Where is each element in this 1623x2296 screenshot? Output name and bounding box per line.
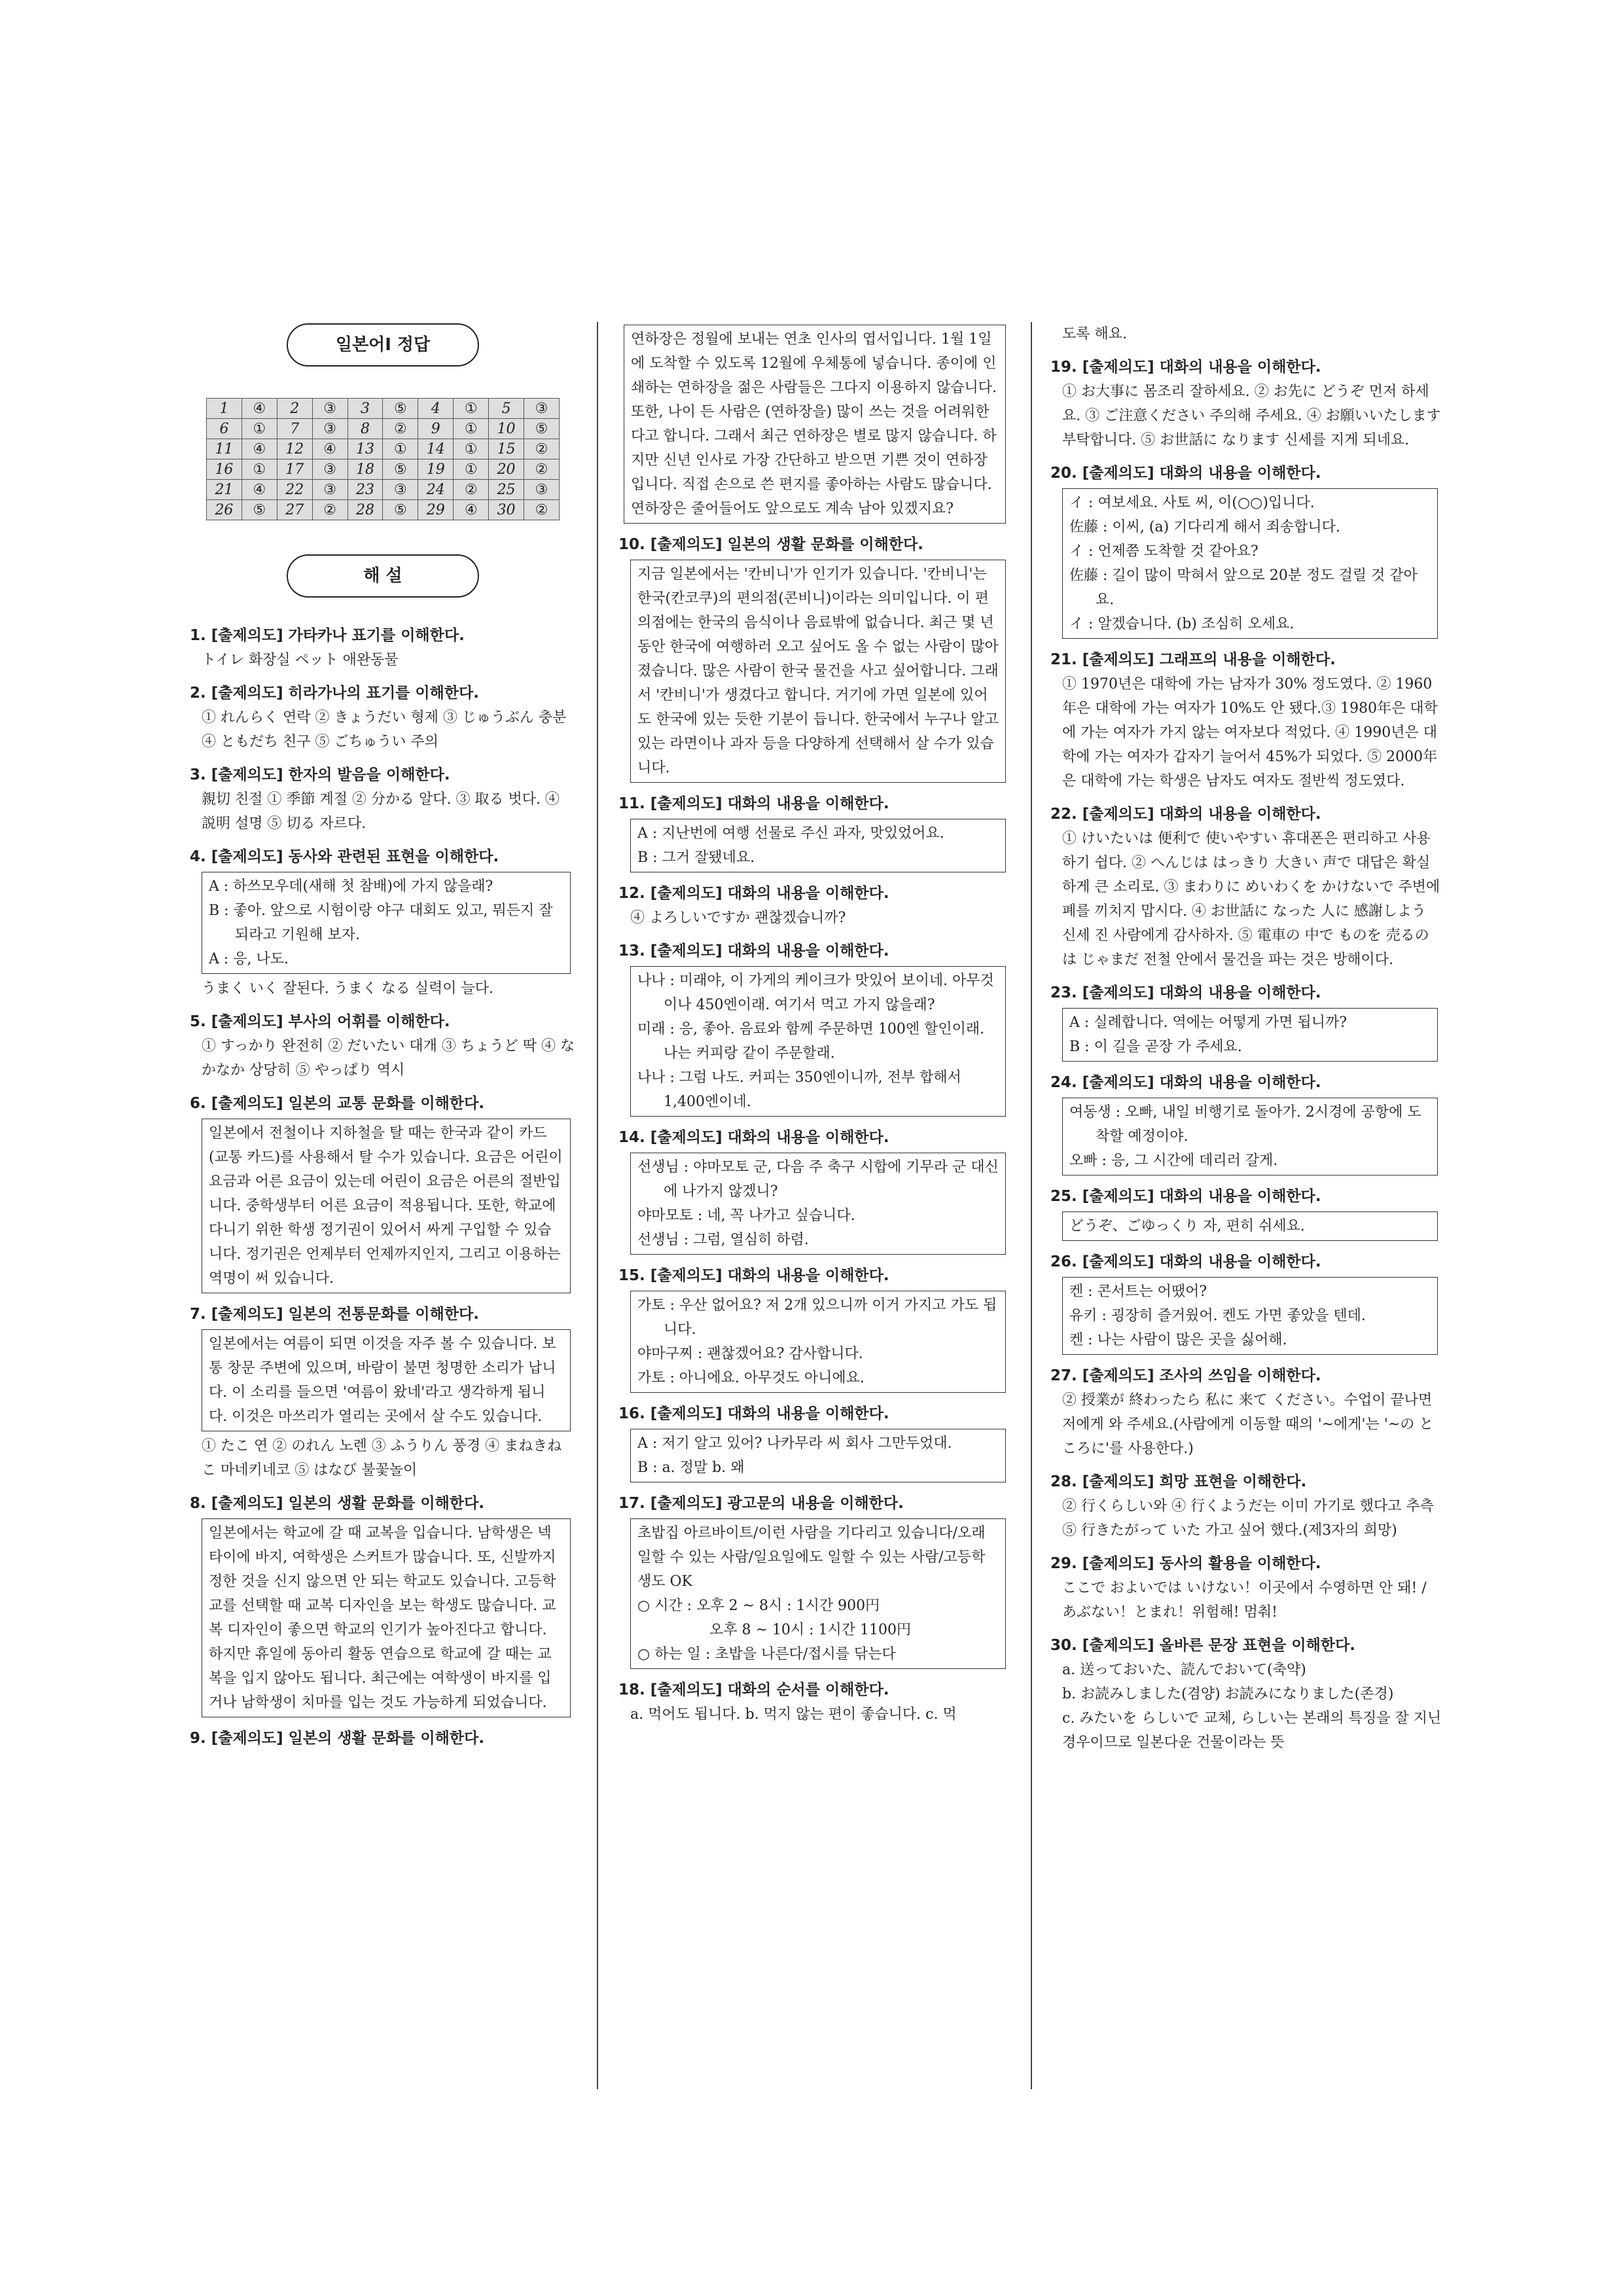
answer-table [206, 398, 560, 520]
example-box [630, 1153, 1006, 1255]
question-number: 19 [418, 459, 454, 480]
box-line: 일본에서 전철이나 지하철을 탈 때는 한국과 같이 카드(교통 카드)를 사용해서 탈 수가 있습니다. 요금은 어린이 요금과 어른 요금이 있는데 어린이 요금은 어른의 절반입니다. 중학생부터 어른 요금이 적용됩니다. 또한, 학교에 다니기 위한 학생 정기권이 있어서 싸게 구입할 수 있습니다. 정기권은 언제부터 언제까지인지, 그리고 이용하는 역명이 써 있습니다. [209, 1125, 567, 1287]
question-heading: 28. [출제의도] 희망 표현을 이해한다. [1050, 1473, 1307, 1490]
question-number: 8 [348, 419, 383, 439]
question-block [618, 1678, 1011, 1727]
question-number: 13 [348, 439, 383, 459]
example-box [630, 819, 1006, 872]
column-divider [1031, 322, 1032, 2089]
question-number: 22 [277, 480, 312, 500]
question-heading: 24. [출제의도] 대화의 내용을 이해한다. [1050, 1074, 1321, 1091]
question-number: 25 [489, 480, 524, 500]
question-block [190, 845, 576, 1001]
box-line: 나나 : 그럼 나도. 커피는 350엔이니까, 전부 합해서 1,400엔이네. [637, 1069, 966, 1110]
question-number: 23 [348, 480, 383, 500]
answer-value: ⑤ [241, 500, 277, 520]
question-number: 27 [277, 500, 312, 520]
example-box [624, 325, 1006, 524]
box-line: A : 응, 나도. [209, 951, 289, 967]
question-number: 15 [489, 439, 524, 459]
answer-value: ① [454, 439, 489, 459]
question-number: 24 [418, 480, 454, 500]
question-number: 30 [489, 500, 524, 520]
question-number: 26 [207, 500, 242, 520]
question-number: 17 [277, 459, 312, 480]
box-line: 야마모토 : 네, 꼭 나가고 싶습니다. [637, 1208, 855, 1224]
question-block [618, 325, 1011, 524]
question-heading: 17. [출제의도] 광고문의 내용을 이해한다. [618, 1495, 904, 1512]
box-line: イ : 여보세요. 사토 씨, 이(○○)입니다. [1069, 495, 1315, 511]
example-box [1062, 1098, 1438, 1175]
question-block [190, 1302, 576, 1482]
answer-value: ④ [241, 399, 277, 419]
question-heading: 16. [출제의도] 대화의 내용을 이해한다. [618, 1405, 889, 1422]
answer-value: ② [524, 500, 560, 520]
question-block [190, 1010, 576, 1083]
answer-value: ② [454, 480, 489, 500]
question-block [1050, 1634, 1443, 1755]
question-number: 4 [418, 399, 454, 419]
box-line: ○ 하는 일 : 초밥을 나른다/접시를 닦는다 [637, 1646, 896, 1662]
explanation-text: ② 行くらしい와 ④ 行くようだ는 이미 가기로 했다고 추측 ⑤ 行きたがって いた 가고 싶어 했다.(제3자의 희망) [1062, 1498, 1434, 1539]
question-number: 9 [418, 419, 454, 439]
explanation-text: a. 送っておいた、読んでおいて(축약) [1062, 1662, 1306, 1678]
question-heading: 5. [출제의도] 부사의 어휘를 이해한다. [190, 1013, 450, 1030]
question-number: 10 [489, 419, 524, 439]
example-box [630, 1291, 1006, 1393]
answer-title: 일본어Ⅰ 정답 [287, 323, 479, 367]
question-heading: 6. [출제의도] 일본의 교통 문화를 이해한다. [190, 1095, 485, 1112]
answer-value: ② [312, 500, 348, 520]
question-heading: 25. [출제의도] 대화의 내용을 이해한다. [1050, 1188, 1321, 1205]
question-block [618, 533, 1011, 783]
explanation-text: ① 1970년은 대학에 가는 남자가 30% 정도였다. ② 1960年은 대학에 가는 여자가 10%도 안 됐다.③ 1980年은 대학에 가는 여자가 가지 않는 여자보다 적었다. ④ 1990년은 대학에 가는 여자가 갑자기 늘어서 45%가 되었다. ⑤ 2000年은 대학에 가는 학생은 남자도 여자도 절반씩 정도였다. [1062, 676, 1438, 789]
answer-value: ③ [383, 480, 418, 500]
box-line: 켄 : 콘서트는 어땠어? [1069, 1283, 1207, 1300]
question-block [190, 1092, 576, 1293]
question-heading: 23. [출제의도] 대화의 내용을 이해한다. [1050, 984, 1321, 1001]
question-block [1050, 1364, 1443, 1461]
answer-row [207, 500, 560, 520]
question-block [1050, 1470, 1443, 1543]
example-box [202, 872, 571, 974]
box-line: 나나 : 미래야, 이 가게의 케이크가 맛있어 보이네. 아무것이나 450엔이래. 여기서 먹고 가지 않을래? [637, 973, 994, 1013]
question-block [1050, 1250, 1443, 1355]
question-number: 1 [207, 399, 242, 419]
answer-value: ④ [312, 439, 348, 459]
box-line: 초밥집 아르바이트/이런 사람을 기다리고 있습니다/오래 일할 수 있는 사람/일요일에도 일할 수 있는 사람/고등학생도 OK [637, 1525, 990, 1590]
explanations-middle [618, 325, 1011, 1727]
explanation-text: うまく いく 잘된다. うまく なる 실력이 늘다. [202, 980, 493, 997]
question-heading: 10. [출제의도] 일본의 생활 문화를 이해한다. [618, 536, 924, 553]
box-line: 지금 일본에서는 '칸비니'가 인기가 있습니다. '칸비니'는 한국(칸코쿠)의 편의점(콘비니)이라는 의미입니다. 이 편의점에는 한국의 음식이나 음료밖에 없습니다. 최근 몇 년 동안 한국에 여행하러 오고 싶어도 올 수 없는 사람이 많아졌습니다. 많은 사람이 한국 물건을 사고 싶어합니다. 그래서 '칸비니'가 생겼다고 합니다. 거기에 가면 일본에 있어도 한국에 있는 듯한 기분이 듭니다. 한국에서 누구나 알고 있는 라면이나 과자 등을 다양하게 선택해서 살 수가 있습니다. [637, 566, 1003, 776]
answer-value: ② [524, 439, 560, 459]
explanation-text: ② 授業が 終わったら 私に 来て ください。수업이 끝나면 저에게 와 주세요.(사람에게 이동할 때의 '~에게'는 '~の ところに'를 사용한다.) [1062, 1392, 1434, 1457]
box-line: 일본에서는 학교에 갈 때 교복을 입습니다. 남학생은 넥타이에 바지, 여학생은 스커트가 많습니다. 또, 신발까지 정한 것을 신지 않으면 안 되는 학교도 있습니다. 고등학교를 선택할 때 교복 디자인을 보는 학생도 많습니다. 교복 디자인이 좋으면 학교의 인기가 높아진다고 합니다. 하지만 휴일에 동아리 활동 연습으로 학교에 갈 때는 교복을 입지 않아도 됩니다. 최근에는 여학생이 바지를 입거나 남학생이 치마를 입는 것도 가능하게 되었습니다. [209, 1525, 561, 1711]
box-line: 여동생 : 오빠, 내일 비행기로 돌아가. 2시경에 공항에 도착할 예정이야. [1069, 1104, 1421, 1145]
question-heading: 7. [출제의도] 일본의 전통문화를 이해한다. [190, 1306, 480, 1323]
question-number: 20 [489, 459, 524, 480]
answer-value: ⑤ [383, 459, 418, 480]
explanation-text: ① けいたいは 便利で 使いやすい 휴대폰은 편리하고 사용하기 쉽다. ② へんじは はっきり 大きい 声で 대답은 확실하게 큰 소리로. ③ まわりに めいわくを かけないで 주변에 폐를 끼치지 맙시다. ④ お世話に なった 人に 感謝しよう 신세 진 사람에게 감사하자. ⑤ 電車の 中で ものを 売るのは じゃまだ 전철 안에서 물건을 파는 것은 방해이다. [1062, 831, 1440, 968]
question-block [618, 1126, 1011, 1255]
box-line: A : 하쓰모우데(새해 첫 참배)에 가지 않을래? [209, 878, 493, 895]
answer-row [207, 480, 560, 500]
example-box [630, 966, 1006, 1117]
answer-value: ① [454, 419, 489, 439]
question-number: 6 [207, 419, 242, 439]
explanation-text: 도록 해요. [1062, 326, 1127, 342]
example-box [202, 1329, 571, 1431]
example-box [202, 1518, 571, 1717]
box-line: B : 이 길을 곧장 가 주세요. [1069, 1039, 1242, 1055]
explanation-text: b. お読みしました(겸양) お読みになりました(존경) [1062, 1686, 1394, 1702]
example-box [1062, 1277, 1438, 1355]
box-line: 야마구찌 : 괜찮겠어요? 감사합니다. [637, 1346, 863, 1362]
answer-value: ④ [454, 500, 489, 520]
answer-value: ① [383, 439, 418, 459]
question-block [190, 1727, 576, 1751]
question-number: 28 [348, 500, 383, 520]
box-line: 가토 : 우산 없어요? 저 2개 있으니까 이거 가지고 가도 됩니다. [637, 1297, 997, 1338]
question-heading: 26. [출제의도] 대화의 내용을 이해한다. [1050, 1253, 1321, 1270]
question-heading: 20. [출제의도] 대화의 내용을 이해한다. [1050, 465, 1321, 482]
question-block [1050, 1185, 1443, 1241]
answer-value: ③ [524, 399, 560, 419]
answer-value: ③ [524, 480, 560, 500]
explanation-text: ここで およいでは いけない！이곳에서 수영하면 안 돼! / あぶない！とまれ！위험해! 멈춰! [1062, 1580, 1427, 1621]
answer-row [207, 439, 560, 459]
explanation-text: トイレ 화장실 ペット 애완동물 [202, 652, 399, 668]
box-line: どうぞ、ごゆっくり 자, 편히 쉬세요. [1069, 1218, 1305, 1234]
box-line: イ : 알겠습니다. (b) 조심히 오세요. [1069, 616, 1294, 632]
answer-row [207, 419, 560, 439]
explanations-left [190, 624, 576, 1751]
answer-value: ③ [312, 459, 348, 480]
explanation-text: ① たこ 연 ② のれん 노렌 ③ ふうりん 풍경 ④ まねきねこ 마네키네코 ⑤ はなび 불꽃놀이 [202, 1438, 562, 1479]
box-line: 가토 : 아니에요. 아무것도 아니에요. [637, 1370, 865, 1386]
question-block [1050, 802, 1443, 972]
question-heading: 21. [출제의도] 그래프의 내용을 이해한다. [1050, 651, 1336, 668]
box-line: B : a. 정말 b. 왜 [637, 1460, 745, 1476]
box-line: A : 저기 알고 있어? 나카무라 씨 회사 그만두었대. [637, 1435, 952, 1452]
answer-value: ④ [241, 439, 277, 459]
explanations-right [1050, 322, 1443, 1755]
answer-value: ⑤ [524, 419, 560, 439]
explanation-text: ④ よろしいですか 괜찮겠습니까? [630, 910, 846, 926]
explanation-text: ① れんらく 연락 ② きょうだい 형제 ③ じゅうぶん 충분 ④ ともだち 친구 ⑤ ごちゅうい 주의 [202, 709, 567, 750]
answer-value: ② [383, 419, 418, 439]
question-heading: 11. [출제의도] 대화의 내용을 이해한다. [618, 795, 889, 812]
question-number: 2 [277, 399, 312, 419]
question-heading: 13. [출제의도] 대화의 내용을 이해한다. [618, 942, 889, 960]
column-middle [618, 322, 1011, 1727]
question-heading: 29. [출제의도] 동사의 활용을 이해한다. [1050, 1555, 1321, 1572]
answer-value: ④ [241, 480, 277, 500]
box-line: 오후 8 ~ 10시 : 1시간 1100円 [637, 1622, 912, 1638]
answer-value: ② [524, 459, 560, 480]
example-box [1062, 1211, 1438, 1241]
answer-value: ① [241, 419, 277, 439]
question-block [1050, 981, 1443, 1062]
explanation-text: 親切 친절 ① 季節 계절 ② 分かる 알다. ③ 取る 벗다. ④ 説明 설명 ⑤ 切る 자르다. [202, 791, 560, 832]
question-block [618, 1492, 1011, 1669]
box-line: A : 실례합니다. 역에는 어떻게 가면 됩니까? [1069, 1014, 1347, 1031]
question-number: 18 [348, 459, 383, 480]
question-heading: 14. [출제의도] 대화의 내용을 이해한다. [618, 1129, 889, 1146]
question-number: 16 [207, 459, 242, 480]
question-block [1050, 648, 1443, 793]
example-box [630, 1429, 1006, 1482]
question-block [1050, 322, 1443, 346]
question-block [190, 763, 576, 836]
example-box [630, 560, 1006, 783]
answer-row [207, 399, 560, 419]
box-line: 연하장은 정월에 보내는 연초 인사의 엽서입니다. 1월 1일에 도착할 수 있도록 12월에 우체통에 넣습니다. 종이에 인쇄하는 연하장을 젊은 사람들은 그다지 이용하지 않습니다. 또한, 나이 든 사람은 (연하장을) 많이 쓰는 것을 어려워한다고 합니다. 그래서 최근 연하장은 별로 많지 않습니다. 하지만 신년 인사로 가장 간단하고 받으면 기쁜 것이 연하장입니다. 직접 손으로 쓴 편지를 좋아하는 사람도 많습니다. 연하장은 줄어들어도 앞으로도 계속 남아 있겠지요? [631, 331, 1002, 517]
question-block [1050, 1071, 1443, 1175]
answer-value: ③ [312, 399, 348, 419]
box-line: 오빠 : 응, 그 시간에 데리러 갈게. [1069, 1153, 1278, 1169]
question-block [190, 681, 576, 754]
question-block [618, 1264, 1011, 1393]
column-divider [597, 322, 598, 2089]
answer-value: ① [241, 459, 277, 480]
answer-value: ③ [312, 480, 348, 500]
explanation-text: ① すっかり 완전히 ② だいたい 대개 ③ ちょうど 딱 ④ なかなか 상당히 ⑤ やっぱり 역시 [202, 1038, 575, 1079]
explanation-title: 해 설 [287, 554, 479, 598]
box-line: 일본에서는 여름이 되면 이것을 자주 볼 수 있습니다. 보통 창문 주변에 있으며, 바람이 불면 청명한 소리가 납니다. 이 소리를 들으면 '여름이 왔네'라고 생각하게 됩니다. 이것은 마쓰리가 열리는 곳에서 살 수도 있습니다. [209, 1336, 556, 1425]
question-number: 14 [418, 439, 454, 459]
question-number: 12 [277, 439, 312, 459]
question-block [618, 939, 1011, 1117]
question-heading: 18. [출제의도] 대화의 순서를 이해한다. [618, 1681, 889, 1698]
question-number: 7 [277, 419, 312, 439]
box-line: 켄 : 나는 사람이 많은 곳을 싫어해. [1069, 1332, 1287, 1348]
question-heading: 9. [출제의도] 일본의 생활 문화를 이해한다. [190, 1730, 485, 1747]
question-heading: 1. [출제의도] 가타카나 표기를 이해한다. [190, 627, 465, 644]
box-line: B : 그거 잘됐네요. [637, 850, 755, 866]
explanation-text: a. 먹어도 됩니다. b. 먹지 않는 편이 좋습니다. c. 먹 [630, 1706, 957, 1723]
question-heading: 12. [출제의도] 대화의 내용을 이해한다. [618, 885, 889, 902]
box-line: A : 지난번에 여행 선물로 주신 과자, 맛있었어요. [637, 825, 944, 842]
answer-value: ① [454, 399, 489, 419]
question-block [190, 1492, 576, 1717]
box-line: 佐藤 : 이씨, (a) 기다리게 해서 죄송합니다. [1069, 519, 1340, 535]
box-line: 선생님 : 그럼, 열심히 하렴. [637, 1232, 809, 1248]
answer-value: ③ [312, 419, 348, 439]
question-number: 5 [489, 399, 524, 419]
question-block [190, 624, 576, 672]
question-block [618, 882, 1011, 930]
question-block [618, 1402, 1011, 1482]
question-number: 3 [348, 399, 383, 419]
question-block [1050, 461, 1443, 639]
question-block [1050, 1552, 1443, 1624]
answer-row [207, 459, 560, 480]
example-box [1062, 1008, 1438, 1062]
example-box [202, 1119, 571, 1293]
question-heading: 22. [출제의도] 대화의 내용을 이해한다. [1050, 806, 1321, 823]
example-box [630, 1518, 1006, 1669]
answer-value: ⑤ [383, 500, 418, 520]
question-block [618, 792, 1011, 872]
box-line: 佐藤 : 길이 많이 막혀서 앞으로 20분 정도 걸릴 것 같아요. [1069, 567, 1418, 608]
question-heading: 3. [출제의도] 한자의 발음을 이해한다. [190, 766, 450, 783]
question-heading: 15. [출제의도] 대화의 내용을 이해한다. [618, 1267, 889, 1284]
answer-value: ① [454, 459, 489, 480]
box-line: 선생님 : 야마모토 군, 다음 주 축구 시합에 기무라 군 대신에 나가지 않겠니? [637, 1159, 999, 1200]
question-number: 29 [418, 500, 454, 520]
question-block [1050, 355, 1443, 452]
question-number: 11 [207, 439, 242, 459]
box-line: イ : 언제쯤 도착할 것 같아요? [1069, 543, 1258, 560]
box-line: 유키 : 굉장히 즐거웠어. 켄도 가면 좋았을 텐데. [1069, 1308, 1366, 1324]
question-heading: 4. [출제의도] 동사와 관련된 표현을 이해한다. [190, 848, 499, 865]
box-line: ○ 시간 : 오후 2 ~ 8시 : 1시간 900円 [637, 1598, 880, 1614]
question-heading: 8. [출제의도] 일본의 생활 문화를 이해한다. [190, 1495, 485, 1512]
question-heading: 27. [출제의도] 조사의 쓰임을 이해한다. [1050, 1367, 1321, 1384]
answer-value: ⑤ [383, 399, 418, 419]
example-box [1062, 488, 1438, 639]
question-heading: 19. [출제의도] 대화의 내용을 이해한다. [1050, 359, 1321, 376]
column-left [190, 322, 576, 1751]
column-right [1050, 322, 1443, 1755]
explanation-text: ① お大事に 몸조리 잘하세요. ② お先に どうぞ 먼저 하세요. ③ ご注意ください 주의해 주세요. ④ お願いいたします 부탁합니다. ⑤ お世話に なります 신세를 지게 되네요. [1062, 384, 1441, 448]
question-number: 21 [207, 480, 242, 500]
question-heading: 30. [출제의도] 올바른 문장 표현을 이해한다. [1050, 1637, 1356, 1654]
box-line: 미래 : 응, 좋아. 음료와 함께 주문하면 100엔 할인이래. 나는 커피랑 같이 주문할래. [637, 1021, 990, 1062]
question-heading: 2. [출제의도] 히라가나의 표기를 이해한다. [190, 685, 480, 702]
explanation-text: c. みたいを らしいで 교체, らしい는 본래의 특징을 잘 지닌 경우이므로 일본다운 건물이라는 뜻 [1062, 1710, 1442, 1751]
box-line: B : 좋아. 앞으로 시험이랑 야구 대회도 있고, 뭐든지 잘 되라고 기원해 보자. [209, 903, 558, 943]
